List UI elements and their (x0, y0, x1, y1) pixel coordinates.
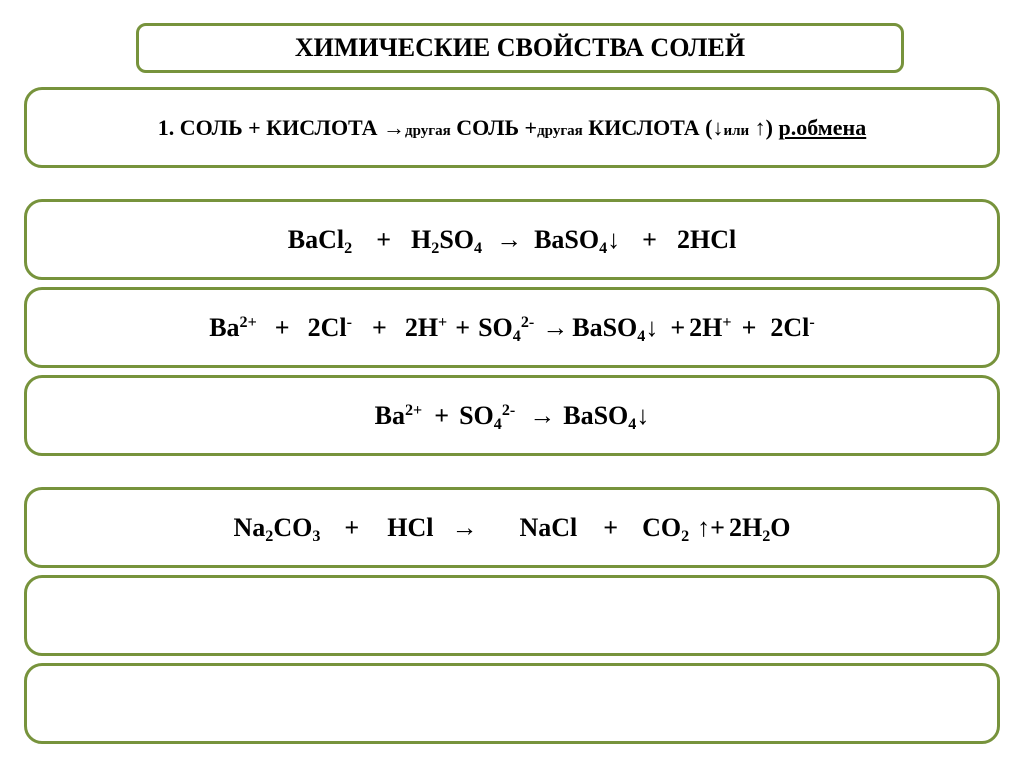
equation-full-ionic (209, 313, 815, 343)
rule-box (24, 87, 1000, 168)
plus-sign: + (344, 512, 360, 542)
ion-ba: Ba (374, 400, 405, 430)
reactant-1: BaCl (287, 224, 345, 254)
rule-mid-2: КИСЛОТА (↓ (582, 114, 724, 140)
ion-cl-charge: - (809, 313, 815, 331)
product-1-sub: 4 (599, 239, 608, 257)
product-baso4-sub: 4 (628, 415, 637, 433)
product-h2o: 2H (728, 512, 763, 542)
equation-molecular-1 (288, 225, 736, 255)
rule-small-1: другая (405, 122, 451, 139)
product-h2o-end: O (770, 512, 791, 542)
ion-h-charge: + (722, 313, 732, 331)
plus-sign: + (455, 312, 471, 342)
ion-cl: 2Cl (770, 312, 810, 342)
equation-molecular-2 (234, 513, 791, 543)
rule-small-3: или (723, 122, 750, 139)
equation-box-1 (24, 199, 1000, 280)
product-1: BaSO (534, 224, 600, 254)
reaction-arrow: → (529, 400, 556, 430)
plus-sign: + (603, 512, 619, 542)
ion-ba-charge: 2+ (239, 313, 257, 331)
reactant-2-sub-2: 4 (474, 239, 483, 257)
product-baso4: BaSO (563, 400, 629, 430)
plus-sign: + (434, 400, 450, 430)
product-co2-sub: 2 (681, 527, 690, 545)
rule-mid: СОЛЬ + (450, 114, 538, 140)
product-co2: CO (642, 512, 682, 542)
product-2: 2HCl (676, 224, 737, 254)
product-nacl: NaCl (519, 512, 578, 542)
ion-cl: 2Cl (307, 312, 347, 342)
ion-cl-charge: - (346, 313, 352, 331)
reactant-1-sub: 2 (344, 239, 353, 257)
rule-text (158, 115, 866, 141)
ion-so4: SO (478, 312, 513, 342)
ion-h: 2H (404, 312, 439, 342)
reactant-2-sub-1: 2 (431, 239, 440, 257)
plus-sign: + (741, 312, 757, 342)
reactant-2: H (411, 224, 432, 254)
reaction-arrow: → (542, 312, 569, 342)
plus-sign: + (710, 512, 725, 542)
reactant-na2co3: Na (233, 512, 266, 542)
product-baso4-sub: 4 (637, 327, 646, 345)
ion-so4-sub: 4 (512, 327, 521, 345)
ion-ba-charge: 2+ (405, 401, 423, 419)
equation-short-ionic (375, 401, 650, 431)
rule-prefix: 1. СОЛЬ + КИСЛОТА → (157, 114, 406, 140)
precipitate-arrow: ↓ (607, 224, 621, 254)
plus-sign: + (274, 312, 290, 342)
ion-so4-charge: 2- (501, 401, 516, 419)
ion-so4: SO (459, 400, 494, 430)
plus-sign: + (376, 224, 392, 254)
empty-box-1 (24, 575, 1000, 656)
reaction-arrow: → (496, 224, 523, 254)
ion-ba: Ba (209, 312, 240, 342)
reactant-na2co3-mid: CO (273, 512, 313, 542)
ion-so4-charge: 2- (520, 313, 535, 331)
ion-h: 2H (689, 312, 723, 342)
ion-h-charge: + (438, 313, 448, 331)
equation-box-2 (24, 287, 1000, 368)
slide-title: ХИМИЧЕСКИЕ СВОЙСТВА СОЛЕЙ (294, 33, 746, 62)
rule-small-2: другая (537, 122, 583, 139)
precipitate-arrow: ↓ (645, 312, 659, 342)
reactant-na2co3-sub-1: 2 (265, 527, 274, 545)
plus-sign: + (642, 224, 657, 254)
equation-box-3 (24, 375, 1000, 456)
gas-arrow: ↑ (697, 512, 711, 542)
empty-box-2 (24, 663, 1000, 744)
reaction-type: р.обмена (778, 114, 867, 140)
title-box (136, 23, 904, 73)
reactant-na2co3-sub-2: 3 (312, 527, 321, 545)
product-baso4: BaSO (572, 312, 638, 342)
product-h2o-sub: 2 (762, 527, 771, 545)
rule-suffix: ↑) (749, 114, 779, 140)
reaction-arrow: → (451, 512, 478, 542)
ion-so4-sub: 4 (493, 415, 502, 433)
equation-box-4 (24, 487, 1000, 568)
plus-sign: + (670, 312, 686, 342)
reactant-2-mid: SO (439, 224, 474, 254)
precipitate-arrow: ↓ (636, 400, 650, 430)
plus-sign: + (371, 312, 387, 342)
reactant-hcl: HCl (387, 512, 434, 542)
